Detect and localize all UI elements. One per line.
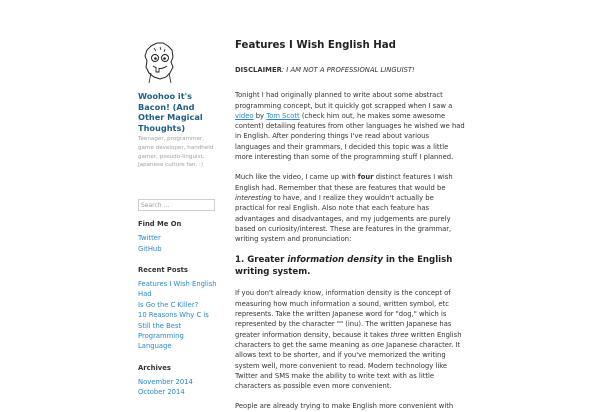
archives-list <box>138 377 218 398</box>
intro-paragraph <box>235 90 465 162</box>
italic-text: information density <box>287 255 383 266</box>
find-me-links <box>138 233 218 254</box>
text: (check him out, he makes some awesome content) detailing features from other languages he wished we had in English. After pondering things I've read about various languages and their grammars, I decided this topic was a little more interesting than some of the programming stuff I planned. <box>235 111 465 162</box>
text: distinct features I wish English had. Remember that these are features that would be <box>235 173 453 192</box>
bold-text: four <box>357 173 374 182</box>
disclaimer-label: DISCLAIMER <box>235 66 282 74</box>
text: Japanese character. It allows text to be shorter, and if you've memorized the writing system well, more convenient to read. Modern technology like Twitter and SMS make the ability to write text with as little characters as possible even more convenient. <box>235 340 461 391</box>
tom-scott-link[interactable]: Tom Scott <box>266 111 300 120</box>
text: written English characters to get the same meaning as <box>235 330 462 349</box>
next-paragraph: People are already trying to make English more convenient with <box>235 402 454 411</box>
bacon-logo-icon[interactable] <box>139 40 179 85</box>
text: to have, and I realize they wouldn't actually be practical for real English. Also note that each feature has advantages and disadvantages, and my judgements are purely based on curiosity/interest. These are features in the grammar, writing system and pronunciation: <box>235 193 452 244</box>
github-link[interactable]: GitHub <box>138 244 162 253</box>
italic-text: three <box>390 330 409 339</box>
recent-post-link[interactable]: Is Go the C Killer? <box>138 300 199 309</box>
find-me-on-heading: Find Me On <box>138 220 182 229</box>
disclaimer <box>235 65 465 75</box>
italic-text: one <box>371 340 385 349</box>
sidebar <box>138 40 218 398</box>
site-title[interactable]: Woohoo it's Bacon! (And Other Magical Thoughts) <box>138 91 203 133</box>
text: 1. Greater <box>235 255 288 266</box>
recent-posts-list <box>138 279 218 352</box>
information-density-paragraph <box>235 288 465 391</box>
recent-post-link[interactable]: Features I Wish English Had <box>138 280 217 299</box>
italic-text: interesting <box>235 193 272 202</box>
features-paragraph <box>235 172 465 244</box>
recent-post-link[interactable]: 10 Reasons Why C is Still the Best Programming Language <box>138 311 209 351</box>
video-link[interactable]: video <box>235 111 254 120</box>
post-title: Features I Wish English Had <box>235 40 396 51</box>
section-heading <box>235 254 465 278</box>
site-description: Teenager, programmer, game developer, handheld gamer, pseudo-linguist, Japanese culture fan. :) <box>138 136 214 169</box>
text: Tonight I had originally planned to write about some abstract programming concept, but it quickly got scrapped when I saw a <box>235 91 453 110</box>
text: by <box>253 111 267 120</box>
text: If you don't already know, information density is the concept of measuring how much information a sound, written symbol, etc represents. Take the written Japanese word for "dog," which is represented by the character "" (inu). The written Japanese has greater information density, because it takes <box>235 289 452 339</box>
recent-posts-heading: Recent Posts <box>138 266 188 274</box>
disclaimer-text: : I AM NOT A PROFESSIONAL LINGUIST! <box>281 66 415 74</box>
text: Much like the video, I came up with <box>235 173 358 182</box>
archive-link[interactable]: November 2014 <box>138 377 193 386</box>
text: in the English writing system. <box>235 255 453 278</box>
search-input[interactable] <box>138 199 215 211</box>
twitter-link[interactable]: Twitter <box>138 234 161 243</box>
archive-link[interactable]: October 2014 <box>138 388 185 397</box>
post-content <box>235 40 465 412</box>
archives-heading: Archives <box>138 363 171 372</box>
